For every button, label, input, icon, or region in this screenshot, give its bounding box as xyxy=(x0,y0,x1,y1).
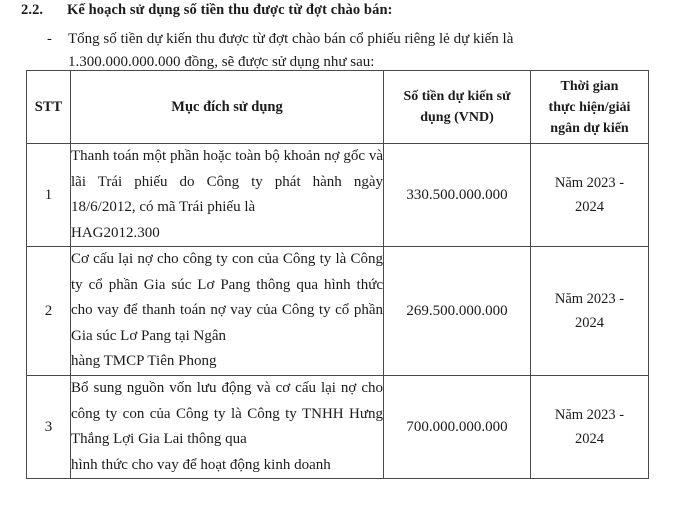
purpose-line: Thanh toán một phần hoặc toàn bộ khoản nợ xyxy=(71,148,340,164)
timeline-line2: 2024 xyxy=(575,199,604,215)
table-body xyxy=(27,144,649,479)
row-amount: 700.000.000.000 xyxy=(384,376,531,479)
purpose-line: HAG2012.300 xyxy=(71,224,160,241)
table-row xyxy=(27,247,649,376)
row-purpose xyxy=(71,144,384,247)
section-number: 2.2. xyxy=(21,2,44,18)
purpose-line: Bổ sung nguồn vốn lưu động và cơ cấu lại nợ xyxy=(71,380,357,396)
row-purpose xyxy=(71,376,384,479)
row-timeline xyxy=(531,247,649,376)
column-header-time-line1: Thời gian xyxy=(560,78,619,94)
purpose-line: gốc và lãi Trái phiếu do Công ty phát hành xyxy=(71,148,384,190)
timeline-line1: Năm 2023 - xyxy=(554,291,625,307)
purpose-line: hình thức cho vay để hoạt động kinh doanh xyxy=(71,456,331,473)
timeline-line2: 2024 xyxy=(575,431,604,447)
column-header-stt: STT xyxy=(27,71,71,144)
column-header-amount xyxy=(384,71,531,144)
row-timeline xyxy=(531,144,649,247)
row-index: 2 xyxy=(27,247,71,376)
table-row xyxy=(27,144,649,247)
row-index: 1 xyxy=(27,144,71,247)
purpose-line: hàng TMCP Tiên Phong xyxy=(71,353,217,370)
purpose-line: TNHH Hưng Thắng Lợi Gia Lai thông qua xyxy=(71,405,384,447)
purpose-line: Cơ cấu lại nợ cho công ty con của Công ty là xyxy=(71,251,347,268)
purpose-line: Công ty cổ phần Gia súc Lơ Pang thông qua xyxy=(71,251,383,293)
timeline-line1: Năm 2023 - xyxy=(554,407,625,423)
column-header-time-line3: ngân dự kiến xyxy=(550,120,629,136)
purpose-line: cho công ty con của Công ty là Công ty xyxy=(71,380,383,422)
use-of-proceeds-table-wrapper xyxy=(26,70,648,479)
intro-line-1: Tổng số tiền dự kiến thu được từ đợt chào bán cổ phiếu riêng lẻ dự kiến là xyxy=(68,31,514,47)
column-header-amount-line1: Số tiền dự kiến sử xyxy=(403,89,511,104)
table-header xyxy=(27,71,649,144)
intro-paragraph xyxy=(68,28,646,74)
use-of-proceeds-table xyxy=(26,70,649,479)
column-header-amount-line2: dụng (VND) xyxy=(420,110,494,125)
purpose-line: Công ty cổ phần Gia súc Lơ Pang tại Ngân xyxy=(71,302,383,344)
bullet-dash-icon: - xyxy=(47,31,52,47)
table-row xyxy=(27,376,649,479)
row-amount: 330.500.000.000 xyxy=(384,144,531,247)
row-purpose xyxy=(71,247,384,376)
purpose-line: ngày 18/6/2012, có mã Trái phiếu là xyxy=(71,173,383,215)
section-heading xyxy=(0,2,675,19)
row-timeline xyxy=(531,376,649,479)
column-header-time xyxy=(531,71,649,144)
column-header-time-line2: thực hiện/giải xyxy=(548,99,631,115)
column-header-purpose: Mục đích sử dụng xyxy=(71,71,384,144)
page-title: Kế hoạch sử dụng số tiền thu được từ đợt chào bán: xyxy=(67,2,393,18)
table-header-row xyxy=(27,71,649,144)
row-amount: 269.500.000.000 xyxy=(384,247,531,376)
intro-line-2: 1.300.000.000.000 đồng, sẽ được sử dụng như sau: xyxy=(68,54,375,70)
row-index: 3 xyxy=(27,376,71,479)
intro-bullet-item xyxy=(0,28,675,74)
purpose-line: hình thức cho vay để thanh toán nợ vay của xyxy=(71,276,384,319)
timeline-line1: Năm 2023 - xyxy=(554,175,625,191)
timeline-line2: 2024 xyxy=(575,315,604,331)
